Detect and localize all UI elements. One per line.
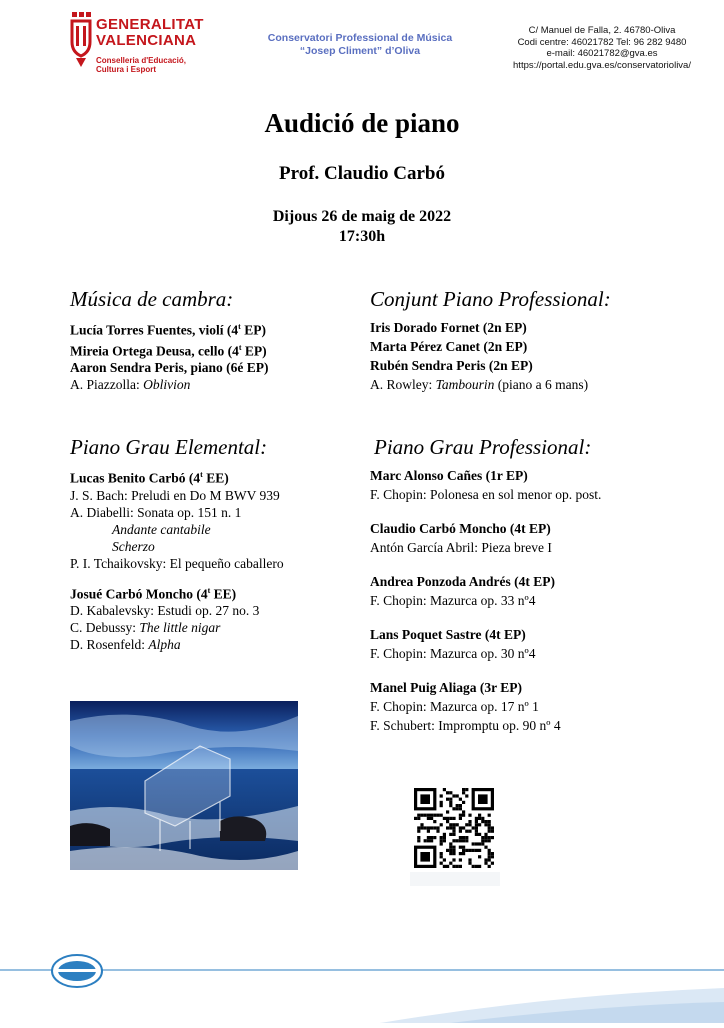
composer: C. Debussy: [70, 620, 140, 635]
performer-level: EP) [240, 322, 266, 338]
logo-line-3: Conselleria d'Educació, [96, 56, 186, 65]
work-line: J. S. Bach: Preludi en Do M BWV 939 [70, 487, 280, 503]
qr-code[interactable] [414, 788, 494, 868]
performer-name: Josué Carbó Moncho (4 [70, 586, 208, 601]
contact-code-tel: Codi centre: 46021782 Tel: 96 282 9480 [517, 36, 687, 48]
performer-line: Lans Poquet Sastre (4t EP) [370, 627, 526, 642]
section-elemental [70, 435, 284, 653]
superscript: t [200, 470, 203, 479]
work-line [370, 375, 611, 394]
contact-email: e-mail: 46021782@gva.es [546, 48, 658, 59]
conservatori-name [230, 32, 490, 58]
superscript: t [238, 322, 241, 331]
performer-line [70, 339, 269, 360]
performer-level: EE) [202, 470, 229, 486]
section-heading: Música de cambra: [70, 287, 234, 311]
performer-line: Claudio Carbó Moncho (4t EP) [370, 521, 551, 536]
work-line: F. Schubert: Impromptu op. 90 nº 4 [370, 718, 561, 733]
performer-line: Rubén Sendra Peris (2n EP) [370, 358, 533, 373]
work-line [70, 376, 269, 393]
performer-line [70, 582, 284, 603]
section-cambra [70, 287, 269, 393]
event-date: Dijous 26 de maig de 2022 [272, 208, 452, 225]
composer: D. Rosenfeld: [70, 637, 149, 652]
section-conjunt [370, 287, 611, 394]
generalitat-logo [70, 12, 210, 78]
performer-name: Lucas Benito Carbó (4 [70, 470, 201, 486]
work-line: F. Chopin: Polonesa en sol menor op. post. [370, 487, 602, 502]
performer-level: EE) [210, 586, 237, 601]
section-heading: Piano Grau Elemental: [70, 435, 268, 459]
event-date-time [0, 207, 724, 247]
piano-sea-image [70, 701, 298, 870]
logo-line-2: VALENCIANA [96, 32, 197, 49]
superscript: t [238, 342, 242, 352]
performer-line: Iris Dorado Fornet (2n EP) [370, 320, 527, 335]
work-line [70, 636, 284, 653]
work-line [70, 619, 284, 636]
work-line: P. I. Tchaikovsky: El pequeño caballero [70, 555, 284, 571]
contact-info [490, 25, 714, 71]
work-title: Tambourin [435, 377, 495, 392]
footer-decoration [0, 950, 724, 1023]
work-note: (piano a 6 mans) [494, 377, 589, 392]
work-line: F. Chopin: Mazurca op. 33 nº4 [370, 593, 536, 608]
footer-logo-icon [52, 955, 102, 987]
section-professional [370, 435, 601, 735]
section-heading: Conjunt Piano Professional: [370, 287, 611, 311]
page-title: Audició de piano [264, 108, 460, 138]
performer-line [70, 318, 269, 339]
qr-code-icon [414, 788, 494, 868]
performer-line: Andrea Ponzoda Andrés (4t EP) [370, 574, 556, 589]
performer-line: Manel Puig Aliaga (3r EP) [370, 680, 522, 695]
footer-wave [0, 950, 724, 1023]
performer-line: Marta Pérez Canet (2n EP) [370, 339, 528, 354]
work-title: Oblivion [143, 377, 191, 392]
performer-line [70, 466, 284, 487]
work-title: The little nigar [139, 620, 221, 635]
composer: A. Piazzolla: [70, 377, 144, 392]
work-line: Antón García Abril: Pieza breve I [370, 540, 552, 555]
event-time: 17:30h [338, 228, 386, 245]
work-line: D. Kabalevsky: Estudi op. 27 no. 3 [70, 603, 260, 618]
conservatori-line-1: Conservatori Professional de Música [267, 32, 453, 44]
logo-line-1: GENERALITAT [96, 16, 204, 33]
superscript: t [207, 585, 211, 595]
performer-line: Aaron Sendra Peris, piano (6é EP) [70, 360, 269, 375]
section-heading: Piano Grau Professional: [374, 435, 592, 459]
work-line: A. Diabelli: Sonata op. 151 n. 1 [70, 504, 242, 520]
performer-level: EP) [241, 343, 267, 358]
piano-sea-photo [70, 701, 298, 870]
contact-address: C/ Manuel de Falla, 2. 46780-Oliva [528, 25, 676, 36]
movement-line: Andante cantabile [112, 521, 211, 537]
logo-line-4: Cultura i Esport [96, 65, 157, 74]
work-title: Alpha [148, 637, 181, 652]
contact-url: https://portal.edu.gva.es/conservatorioliva/ [513, 59, 691, 71]
work-line: F. Chopin: Mazurca op. 30 nº4 [370, 646, 536, 661]
work-line: F. Chopin: Mazurca op. 17 nº 1 [370, 699, 539, 714]
professor-name: Prof. Claudio Carbó [279, 163, 445, 184]
qr-caption-area [410, 872, 500, 886]
generalitat-emblem-icon [70, 12, 92, 68]
performer-name: Mireia Ortega Deusa, cello (4 [70, 343, 239, 358]
performer-line: Marc Alonso Cañes (1r EP) [370, 468, 528, 483]
movement-line: Scherzo [112, 538, 155, 554]
conservatori-line-2: “Josep Climent” d’Oliva [299, 45, 421, 57]
performer-name: Lucía Torres Fuentes, violí (4 [70, 322, 239, 338]
composer: A. Rowley: [370, 377, 436, 392]
